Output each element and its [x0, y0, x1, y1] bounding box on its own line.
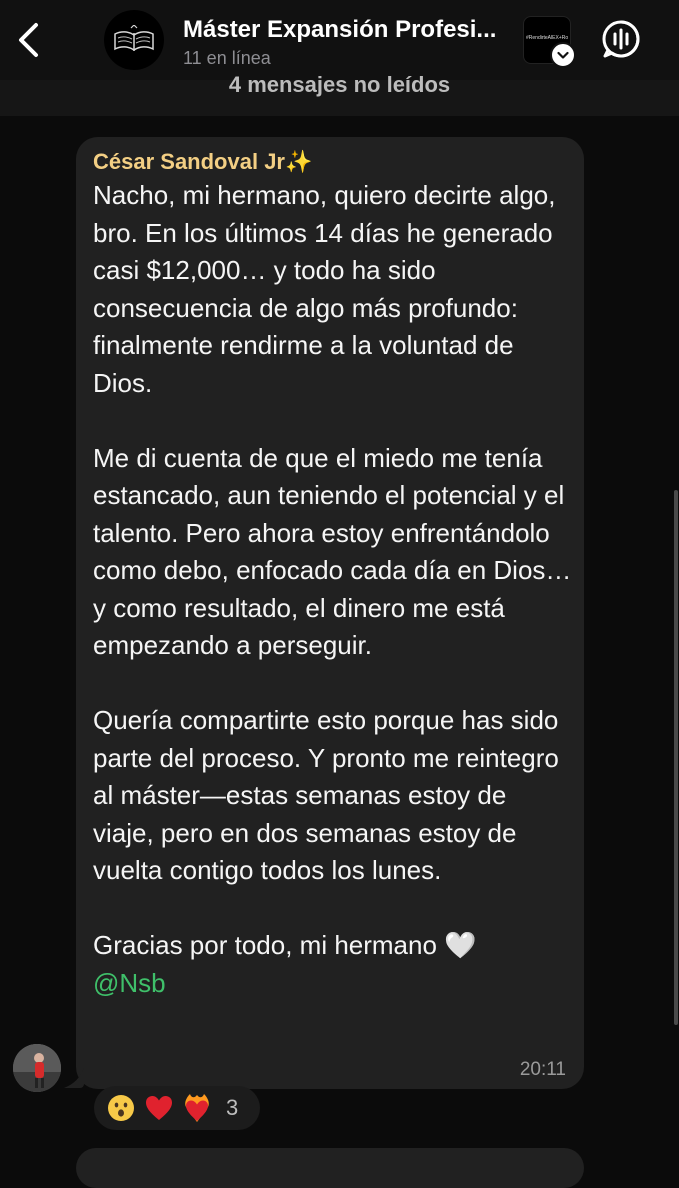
online-status: 11 en línea	[183, 48, 271, 68]
scrollbar[interactable]	[674, 490, 678, 1025]
heart-on-fire-icon[interactable]	[182, 1093, 212, 1123]
chat-title-area[interactable]	[183, 16, 513, 69]
topic-thumb-text: #RendirteAlEX+Ro	[526, 35, 569, 41]
book-logo-icon	[112, 25, 156, 55]
reactions-bar[interactable]	[94, 1086, 260, 1130]
chat-title: Máster Expansión Profesi...	[183, 16, 497, 43]
unread-label: 4 mensajes no leídos	[228, 72, 451, 97]
paragraph-1: Nacho, mi hermano, quiero decirte algo, bro. En los últimos 14 días he generado casi $12,000… y todo ha sido consecuencia de algo más profundo: finalmente rendirme a la voluntad de Dios.	[93, 180, 563, 398]
sender-name[interactable]: César Sandoval Jr✨	[93, 149, 313, 174]
message-time: 20:11	[519, 1059, 566, 1080]
sender-avatar[interactable]	[13, 1044, 61, 1092]
group-avatar[interactable]	[104, 10, 164, 70]
mention-link[interactable]: @Nsb	[93, 967, 166, 998]
paragraph-2: Me di cuenta de que el miedo me tenía estancado, aun teniendo el potencial y el talento. Pero ahora estoy enfrentándolo como debo, enfocado cada día en Dios… y como resultado, el dinero me está empezando a perseguir.	[93, 442, 579, 660]
message-text	[93, 177, 579, 1002]
chevron-down-badge-icon[interactable]	[550, 42, 576, 68]
red-heart-icon[interactable]	[144, 1093, 174, 1123]
paragraph-4: Gracias por todo, mi hermano 🤍	[93, 930, 477, 960]
chat-header	[0, 0, 679, 80]
next-message-bubble[interactable]	[76, 1148, 584, 1188]
back-button[interactable]	[8, 18, 48, 62]
paragraph-3: Quería compartirte esto porque has sido parte del proceso. Y pronto me reintegro al máster—estas semanas estoy de viaje, pero en dos semanas estoy de vuelta contigo todos los lunes.	[93, 705, 567, 885]
surprised-emoji-icon[interactable]	[106, 1093, 136, 1123]
reaction-count: 3	[226, 1095, 239, 1120]
voice-chat-icon	[601, 19, 641, 59]
message-bubble[interactable]	[76, 137, 584, 1089]
unread-messages-divider	[0, 72, 679, 116]
voice-chat-button[interactable]	[600, 18, 642, 60]
chevron-left-icon	[16, 22, 40, 58]
